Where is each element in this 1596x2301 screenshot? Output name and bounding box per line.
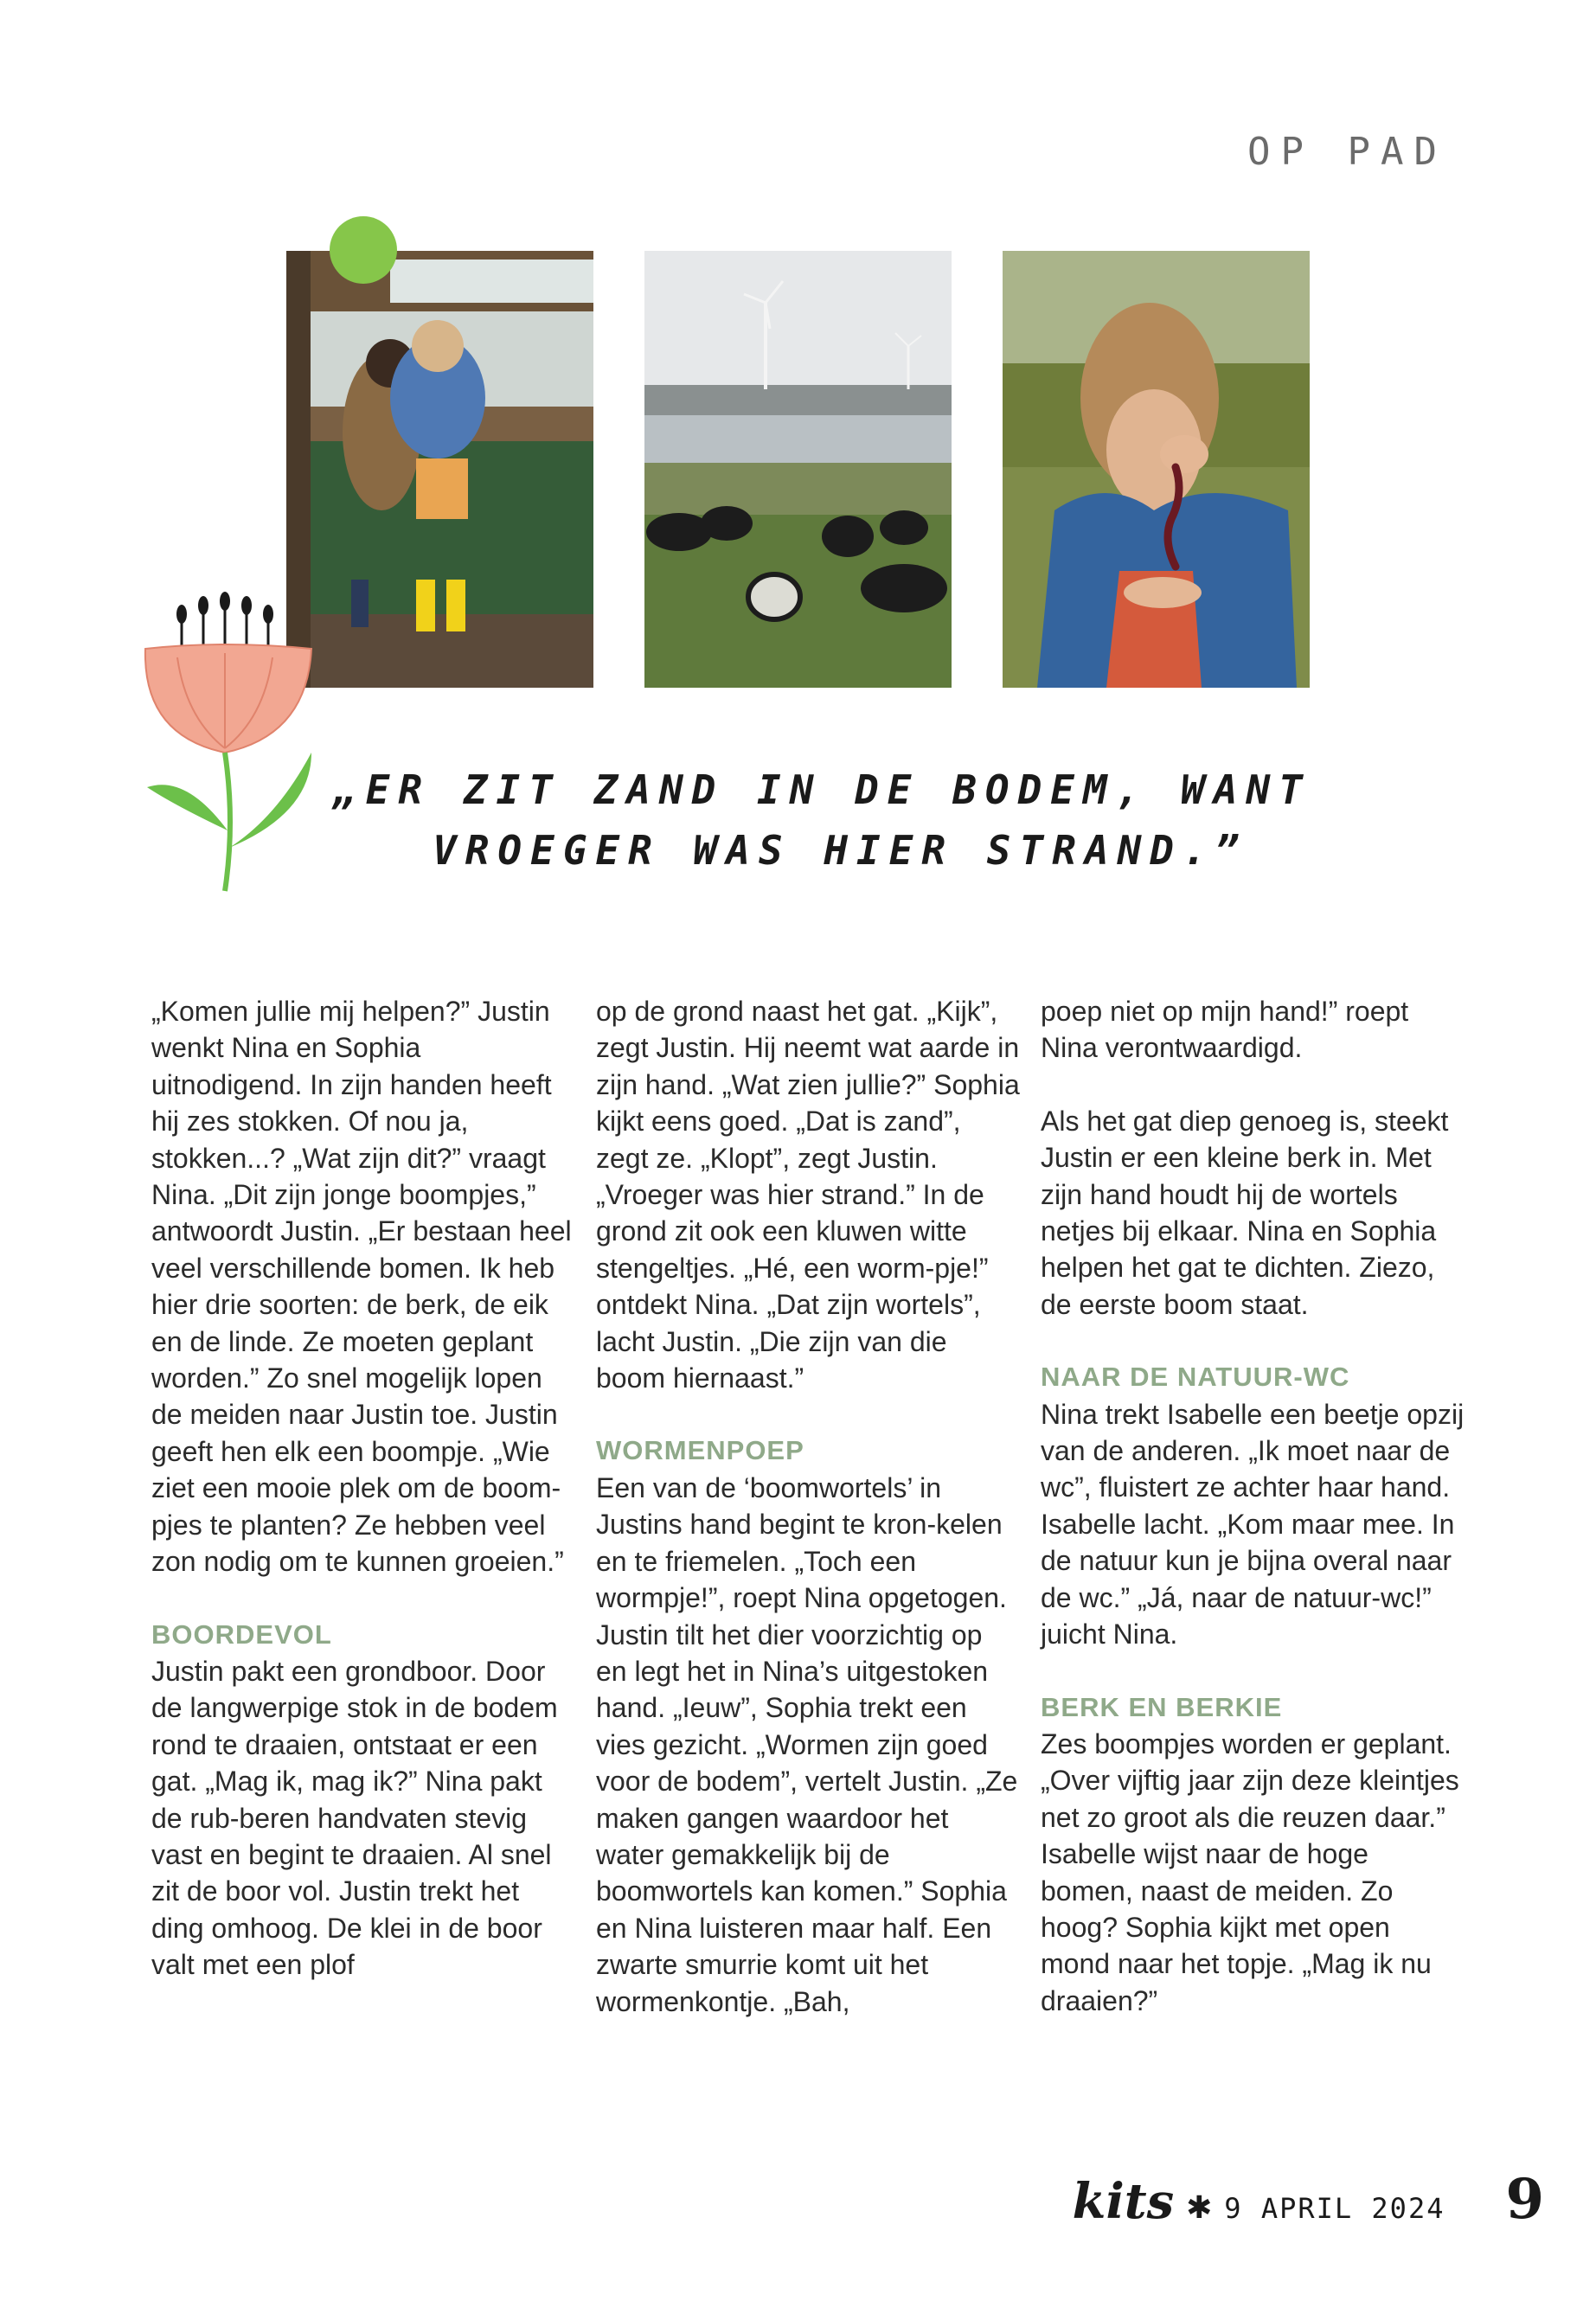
flower-icon — [138, 588, 337, 900]
brand-logo: kits — [1072, 2173, 1175, 2230]
subheading: NAAR DE NATUUR-WC — [1041, 1362, 1350, 1393]
article-column-1 — [151, 993, 575, 1984]
section-label: OP PAD — [1247, 130, 1447, 174]
issue-date: 9 APRIL 2024 — [1224, 2192, 1445, 2225]
article-column-2 — [596, 993, 1020, 2020]
paragraph: Nina trekt Isabelle een beetje opzij van de anderen. „Ik moet naar de wc”, fluistert ze achter haar hand. Isabelle lacht. „Kom maar mee. In de natuur kun je bijna overal naar de wc.” „Já, naar de natuur-wc!” juicht Nina. — [1041, 1398, 1465, 1650]
paragraph: Een van de ‘boomwortels’ in Justins hand begint te kron-kelen en te friemelen. „Toch een wormpje!”, roept Nina opgetogen. Justin tilt het dier voorzichtig op en legt het in Nina’s uitgestoken hand. „Ieuw”, Sophia trekt een vies gezicht. „Wormen zijn goed voor de bodem”, vertelt Justin. „Ze maken gangen waardoor het water gemakkelijk bij de boomwortels kan komen.” Sophia en Nina luisteren maar half. Een zwarte smurrie komt uit het wormenkontje. „Bah, — [596, 1471, 1018, 2017]
article-column-3 — [1041, 993, 1465, 2019]
quote-line-1: „ER ZIT ZAND IN DE BODEM, WANT — [333, 766, 1311, 813]
paragraph: Zes boompjes worden er geplant. „Over vijftig jaar zijn deze kleintjes net zo groot als die reuzen daar.” Isabelle wijst naar de hoge bomen, naast de meiden. Zo hoog? Sophia kijkt met open mond naar het topje. „Mag ik nu draaien?” — [1041, 1727, 1459, 2016]
paragraph: Als het gat diep genoeg is, steekt Justin er een kleine berk in. Met zijn hand houdt hij de wortels netjes bij elkaar. Nina en Sophia helpen het gat te dichten. Ziezo, de eerste boom staat. — [1041, 1105, 1449, 1320]
page-footer — [1073, 2167, 1544, 2232]
paragraph: „Komen jullie mij helpen?” Justin wenkt Nina en Sophia uitnodigend. In zijn handen heeft hij zes stokken. Of nou ja, stokken...? „Wat zijn dit?” vraagt Nina. „Dit zijn jonge boompjes,” antwoordt Justin. „Er bestaan heel veel verschillende bomen. Ik heb hier drie soorten: de berk, de eik en de linde. Ze moeten geplant worden.” Zo snel mogelijk lopen de meiden naar Justin toe. Justin geeft hen elk een boompje. „Wie ziet een mooie plek om de boom-pjes te planten? Ze hebben veel zon nodig om te kunnen groeien.” — [151, 996, 572, 1578]
photo-cows-windmills — [644, 251, 952, 688]
page-number: 9 — [1505, 2167, 1544, 2232]
paragraph: poep niet op mijn hand!” roept Nina verontwaardigd. — [1041, 996, 1409, 1064]
paragraph: op de grond naast het gat. „Kijk”, zegt Justin. Hij neemt wat aarde in zijn hand. „Wat zien jullie?” Sophia kijkt eens goed. „Dat is zand”, zegt ze. „Klopt”, zegt Justin. „Vroeger was hier strand.” In de grond zit ook een kluwen witte stengeltjes. „Hé, een worm-pje!” ontdekt Nina. „Dat zijn wortels”, lacht Justin. „Die zijn van die boom hiernaast.” — [596, 996, 1020, 1394]
green-dot-icon — [330, 216, 397, 284]
subheading: WORMENPOEP — [596, 1435, 804, 1466]
pull-quote — [333, 760, 1328, 881]
quote-line-2: VROEGER WAS HIER STRAND.” — [433, 827, 1248, 874]
subheading: BOORDEVOL — [151, 1618, 332, 1650]
photo-girl-holding-worm — [1003, 251, 1310, 688]
star-icon: ✱ — [1186, 2190, 1213, 2226]
paragraph: Justin pakt een grondboor. Door de langwerpige stok in de bodem rond te draaien, ontstaat er een gat. „Mag ik, mag ik?” Nina pakt de rub-beren handvaten stevig vast en begint te draaien. Al snel zit de boor vol. Justin trekt het ding omhoog. De klei in de boor valt met een plof — [151, 1655, 558, 1981]
subheading: BERK EN BERKIE — [1041, 1691, 1283, 1722]
